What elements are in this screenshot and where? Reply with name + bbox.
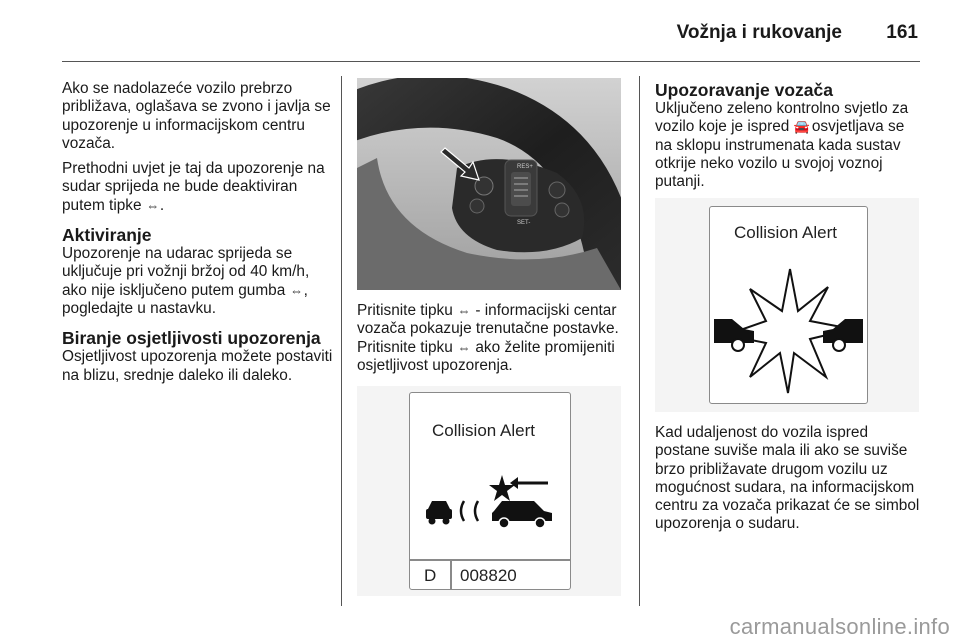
display-code-letter: D <box>424 566 437 585</box>
display-divider <box>410 559 570 561</box>
display-code-number: 008820 <box>460 566 517 585</box>
driver-info-display <box>409 392 571 590</box>
column-divider-right <box>639 76 640 606</box>
svg-text:RES+: RES+ <box>517 164 533 170</box>
steering-wheel-illustration <box>357 78 621 290</box>
collision-alert-button-icon: ⇔ <box>457 303 471 318</box>
driver-info-display <box>709 206 868 404</box>
paragraph: Kad udaljenost do vozila ispred postane suviše mala ili ako se suviše brzo približavate drugom vozilu uz mogućnost sudara, na informacijskom centru za vozača prikazat će se simbol upozorenja o sudaru. <box>655 424 920 533</box>
paragraph <box>62 245 334 318</box>
following-distance-icon <box>422 471 562 531</box>
section-heading-activation: Aktiviranje <box>62 225 152 246</box>
section-heading-driver-warning: Upozoravanje vozača <box>655 80 833 100</box>
paragraph <box>357 302 632 375</box>
text: . <box>159 196 165 214</box>
collision-warning-display-figure <box>655 198 919 412</box>
paragraph: Osjetljivost upozorenja možete postaviti na blizu, srednje daleko ili daleko. <box>62 348 333 384</box>
paragraph: Ako se nadolazeće vozilo prebrzo približava, oglašava se zvono i javlja se upozorenje u informacijskom centru vozača. <box>62 80 331 152</box>
paragraph <box>62 160 334 215</box>
chapter-title: Vožnja i rukovanje <box>676 22 842 43</box>
text: Prethodni uvjet je taj da upozorenje na sudar sprijeda ne bude deaktiviran putem tipke <box>62 160 325 214</box>
collision-warning-symbol-icon <box>710 259 867 403</box>
column-divider-left <box>341 76 342 606</box>
text: ako želite promijeniti osjetljivost upozorenja. <box>357 338 615 374</box>
text: Upozorenje na udarac sprijeda se uključuje pri vožnji bržoj od 40 km/h, ako nije isključeno putem gumba <box>62 245 310 299</box>
header-divider <box>62 61 920 62</box>
page-number: 161 <box>886 22 918 43</box>
steering-wheel-photo <box>357 78 621 290</box>
text: osvjetljava se na sklopu instrumenata kada sustav otkrije neko vozilo u svojoj voznoj putanji. <box>655 118 905 191</box>
collision-alert-button-icon: ⇔ <box>290 282 304 298</box>
left-column <box>62 80 334 392</box>
collision-alert-display-figure <box>357 386 621 596</box>
paragraph <box>655 100 925 191</box>
watermark: carmanualsonline.info <box>729 614 950 639</box>
text: Pritisnite tipku <box>357 302 458 319</box>
text: , pogledajte u nastavku. <box>62 281 308 317</box>
collision-alert-button-icon: ⇔ <box>457 339 471 355</box>
right-column-lower <box>655 424 927 541</box>
page-header <box>0 0 960 62</box>
display-title: Collision Alert <box>734 223 837 242</box>
collision-alert-button-icon: ⇔ <box>146 197 160 213</box>
display-divider <box>450 559 452 589</box>
text: Uključeno zeleno kontrolno svjetlo za vozilo koje je ispred <box>655 100 909 136</box>
right-column <box>655 80 925 198</box>
vehicle-ahead-icon: 🚘 <box>793 119 810 135</box>
svg-text:SET-: SET- <box>517 220 531 226</box>
section-heading-sensitivity: Biranje osjetljivosti upozorenja <box>62 328 321 349</box>
text: - informacijski centar vozača pokazuje trenutačne postavke. Pritisnite tipku <box>357 302 619 356</box>
display-title: Collision Alert <box>432 421 535 440</box>
middle-column <box>357 302 632 382</box>
